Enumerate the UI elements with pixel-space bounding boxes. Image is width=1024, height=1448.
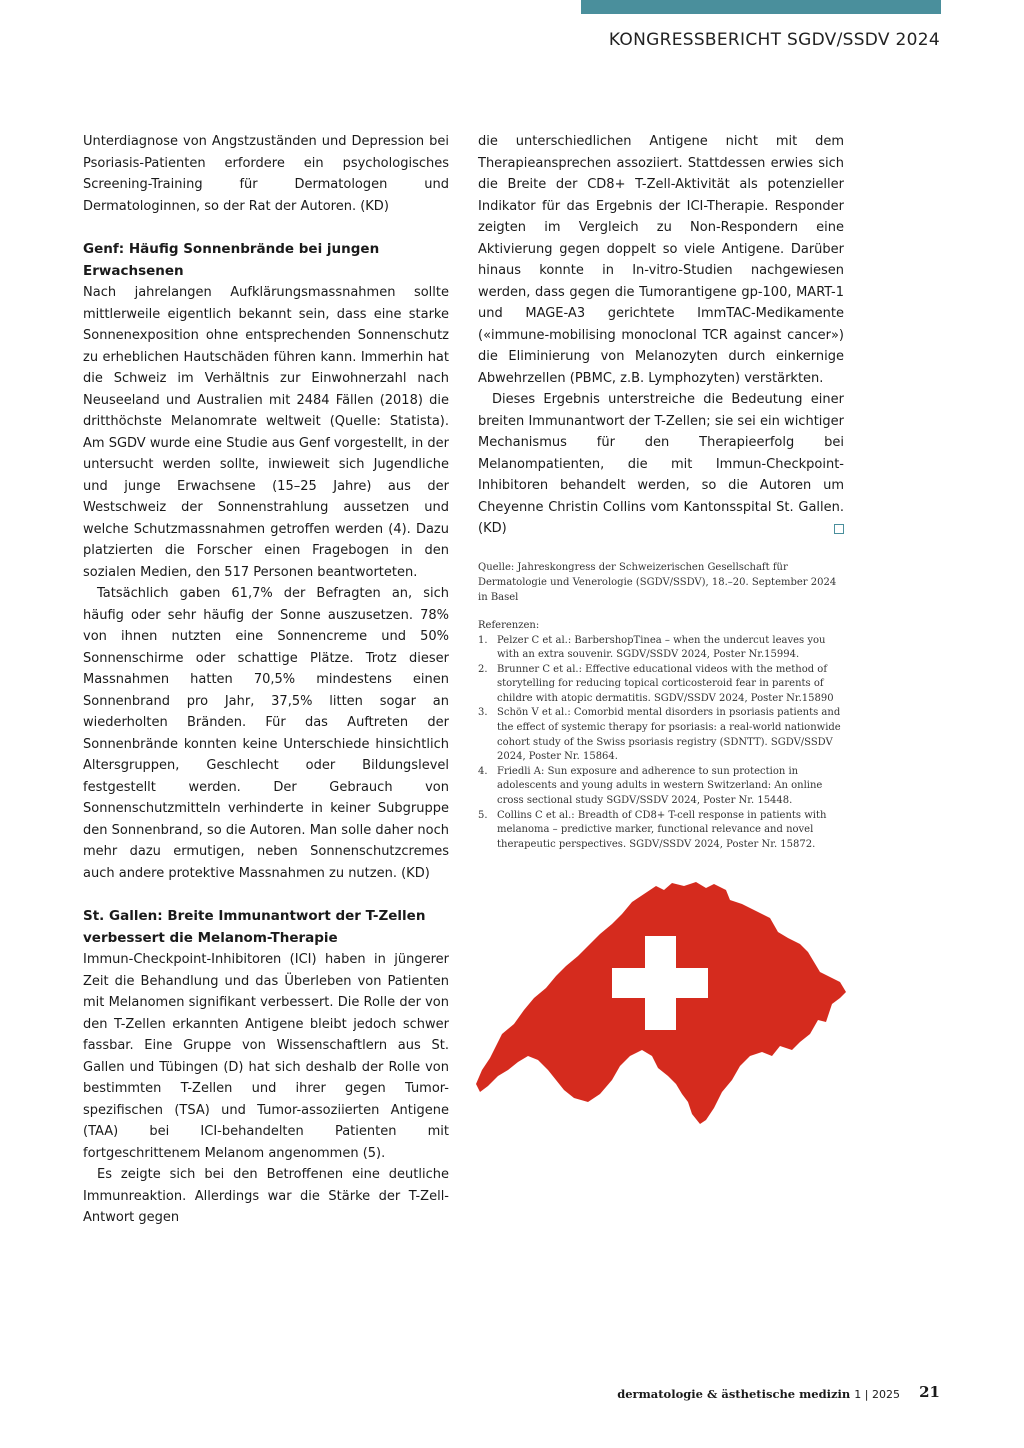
paragraph: Immun-Checkpoint-Inhibitoren (ICI) haben in jüngerer Zeit die Behandlung und das Überleben von Patienten mit Melanomen signifikant verbessert. Die Rolle der von den T-Zellen erkannten Antigene bleibt jedoch schwer fassbar. Eine Gruppe von Wissenschaftlern aus St. Gallen und Tübingen (D) hat sich deshalb der Rolle von bestimmten T-Zellen und ihrer gegen Tumor-spezifischen (TSA) und Tumor-assoziierten Antigene (TAA) bei ICI-behandelten Patienten mit fortgeschrittenem Melanom angenommen (5). [83,952,449,1161]
paragraph: Tatsächlich gaben 61,7% der Befragten an, sich häufig oder sehr häufig der Sonne auszusetzen. 78% von ihnen nutzten eine Sonnencreme und 50% Sonnenschirme oder schattige Plätze. Trotz dieser Massnahmen hatten 70,5% mindestens einen Sonnenbrand pro Jahr, 37,5% litten sogar an wiederholten Bränden. Für das Auftreten der Sonnenbrände konnten keine Unterschiede hinsichtlich Altersgruppen, Geschlecht oder Bildungslevel festgestellt werden. Der Gebrauch von Sonnenschutzmitteln verhinderte in keiner Subgruppe den Sonnenbrand, so die Autoren. Man solle daher noch mehr dazu ermutigen, neben Sonnenschutzcremes auch andere protektive Massnahmen zu nutzen. (KD) [83,586,449,881]
footer-journal [617,1387,900,1401]
reference-item: 3. Schön V et al.: Comorbid mental disorders in psoriasis patients and the effect of systemic therapy for psoriasis: a real-world nationwide cohort study of the Swiss psoriasis registry (SDNTT). SGDV/SSDV 2024, Poster Nr. 15864. [478,707,841,763]
paragraph: Unterdiagnose von Angstzuständen und Depression bei Psoriasis-Patienten erfordere ein psychologisches Screening-Training für Dermatologen und Dermatologinnen, so der Rat der Autoren. (KD) [83,134,449,214]
references-title: Referenzen: [478,619,540,631]
paragraph: die unterschiedlichen Antigene nicht mit dem Therapieansprechen assoziiert. Stattdessen erwies sich die Breite der CD8+ T-Zell-Aktivität als potenzieller Indikator für das Ergebnis der ICI-Therapie. Responder zeigten im Vergleich zu Non-Respondern eine Aktivierung gegen doppelt so viele Antigene. Darüber hinaus konnte in In-vitro-Studien nachgewiesen werden, dass gegen die Tumorantigene gp-100, MART-1 und MAGE-A3 gerichtete ImmTAC-Medikamente («immune-mobilising monoclonal TCR against cancer») die Eliminierung von Melanozyten durch einkernige Abwehrzellen (PBMC, z.B. Lymphozyten) verstärkten. [478,134,844,386]
reference-item: 2. Brunner C et al.: Effective educational videos with the method of storytelling for reducing topical corticosteroid fear in parents of childre with atopic dermatitis. SGDV/SSDV 2024, Poster Nr.15890 [478,663,834,704]
references-list [478,634,844,853]
paragraph: Es zeigte sich bei den Betroffenen eine deutliche Immunreaktion. Allerdings war die Stärke der T-Zell-Antwort gegen [83,1167,449,1225]
swiss-flag-map-icon [474,880,846,1124]
source-note: Quelle: Jahreskongress der Schweizerischen Gesellschaft für Dermatologie und Venerologie (SGDV/SSDV), 18.–20. September 2024 in Basel [478,561,837,603]
right-column [478,131,844,852]
issue-number: 1 | 2025 [854,1388,900,1401]
reference-item: 4. Friedli A: Sun exposure and adherence to sun protection in adolescents and young adults in western Switzerland: An online cross sectional study SGDV/SSDV 2024, Poster Nr. 15448. [478,765,823,807]
paragraph: Nach jahrelangen Aufklärungsmassnahmen sollte mittlerweile eigentlich bekannt sein, dass eine starke Sonnenexposition ohne entsprechenden Sonnenschutz zu erheblichen Hautschäden führen kann. Immerhin hat die Schweiz im Verhältnis zur Einwohnerzahl nach Neuseeland und Australien mit 2484 Fällen (2018) die dritthöchste Melanomrate weltweit (Quelle: Statista). Am SGDV wurde eine Studie aus Genf vorgestellt, in der untersucht werden sollte, inwieweit sich Jugendliche und junge Erwachsene (15–25 Jahre) aus der Westschweiz der Sonnenstrahlung aussetzen und welche Schutzmassnahmen getroffen werden (4). Dazu platzierten die Forscher einen Fragebogen in den sozialen Medien, den 517 Personen beantworteten. [83,285,449,580]
reference-item: 5. Collins C et al.: Breadth of CD8+ T-cell response in patients with melanoma – predictive marker, functional relevance and novel therapeutic perspectives. SGDV/SSDV 2024, Poster Nr. 15872. [478,809,827,850]
header-accent-bar [581,0,941,14]
section-header: KONGRESSBERICHT SGDV/SSDV 2024 [608,30,940,50]
paragraph [478,389,844,540]
paragraph-text: Dieses Ergebnis unterstreiche die Bedeutung einer breiten Immunantwort der T-Zellen; sie sei ein wichtiger Mechanismus für den Therapieerfolg bei Melanompatienten, die mit Immun-Checkpoint-Inhibitoren behandelt werden, so die Autoren um Cheyenne Christin Collins vom Kantonsspital St. Gallen. (KD) [478,392,844,536]
reference-item: 1. Pelzer C et al.: BarbershopTinea – when the undercut leaves you with an extra souvenir. SGDV/SSDV 2024, Poster Nr.15994. [478,634,826,661]
section-heading-genf: Genf: Häufig Sonnenbrände bei jungen Erwachsenen [83,241,380,279]
end-of-article-icon [834,524,844,534]
section-heading-stgallen: St. Gallen: Breite Immunantwort der T-Zellen verbessert die Melanom-Therapie [83,908,426,946]
journal-name: dermatologie & ästhetische medizin [617,1387,851,1401]
page-number: 21 [919,1383,940,1401]
left-column [83,131,449,1229]
